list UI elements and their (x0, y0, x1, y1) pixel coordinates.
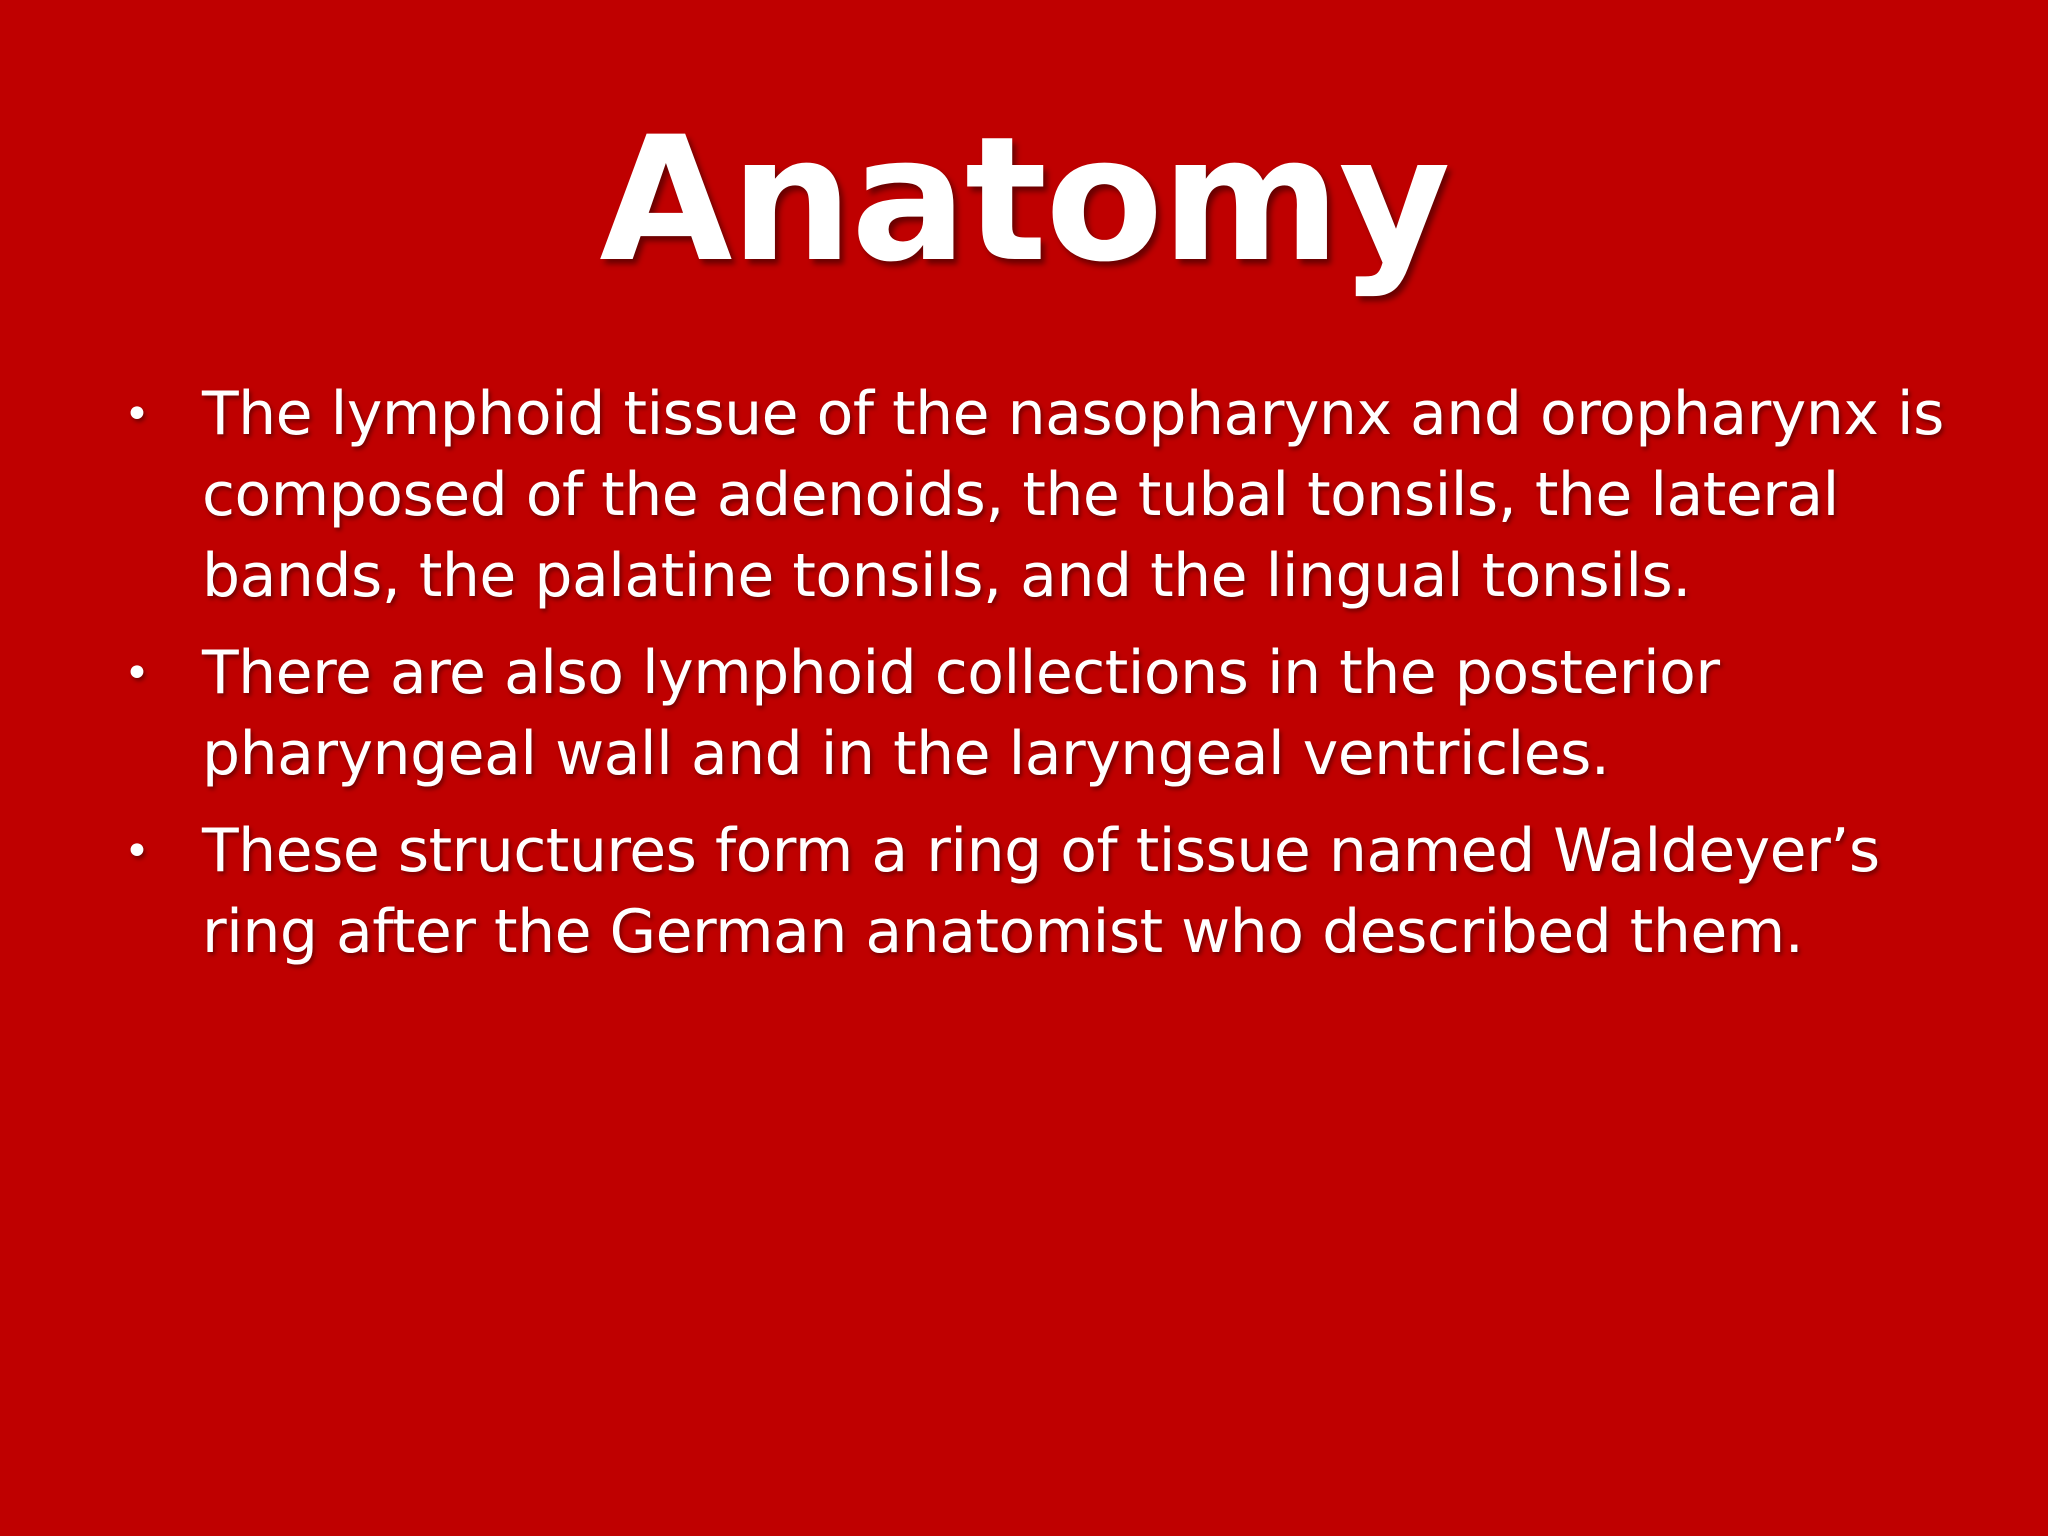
bullet-text: These structures form a ring of tissue named Waldeyer’s ring after the German anatomist who described them. (202, 816, 1880, 967)
bullet-item (120, 811, 1960, 973)
bullet-dot-icon: • (124, 389, 150, 440)
slide-title: Anatomy (599, 99, 1449, 300)
bullet-item (120, 633, 1960, 795)
bullet-dot-icon: • (124, 648, 150, 699)
bullet-text: The lymphoid tissue of the nasopharynx and oropharynx is composed of the adenoids, the tubal tonsils, the lateral bands, the palatine tonsils, and the lingual tonsils. (202, 379, 1944, 611)
bullet-dot-icon: • (124, 826, 150, 877)
bullet-item (120, 374, 1960, 617)
bullet-list (120, 374, 1960, 989)
bullet-text: There are also lymphoid collections in the posterior pharyngeal wall and in the laryngeal ventricles. (202, 638, 1720, 789)
